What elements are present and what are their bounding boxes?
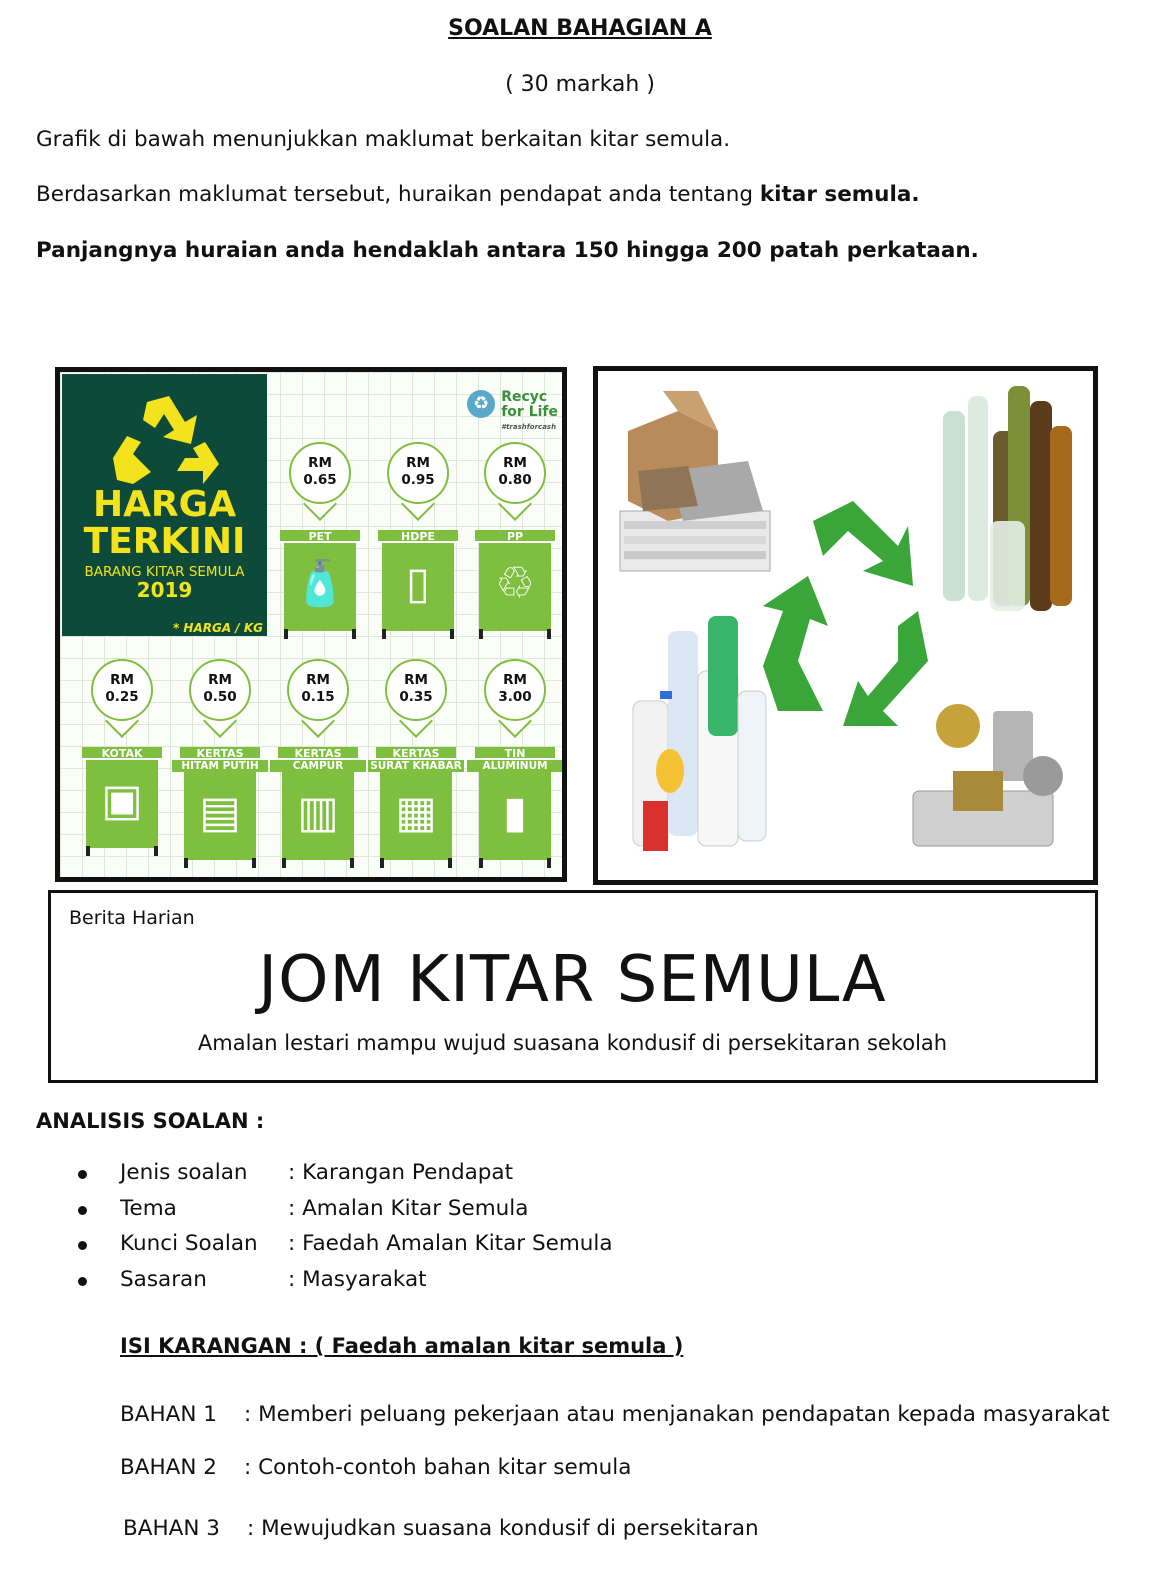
bin-body xyxy=(282,772,354,860)
price-tag: RM 0.65 xyxy=(289,442,351,504)
plastic-bottles-icon xyxy=(633,616,766,851)
can-icon: ▮ xyxy=(502,787,528,838)
cardboard-paper-icon xyxy=(620,391,770,571)
bin-label: KOTAK xyxy=(82,747,162,760)
bin-feet xyxy=(86,846,158,856)
poster-per-kg: * HARGA / KG xyxy=(172,621,263,635)
intro-line-2-bold: kitar semula. xyxy=(759,182,920,207)
bottle-icon: 🧴 xyxy=(292,558,348,609)
bin-label: TIN xyxy=(475,747,555,760)
analysis-key: Jenis soalan xyxy=(120,1160,248,1185)
price-tag: RM 0.50 xyxy=(189,659,251,721)
bin-body xyxy=(479,543,551,631)
isi-value: : Memberi peluang pekerjaan atau menjanakan pendapatan kepada masyarakat xyxy=(244,1402,1110,1427)
cup-icon: ♲ xyxy=(495,558,535,609)
price-bin-7 xyxy=(370,659,462,860)
bin-sublabel: HITAM PUTIH xyxy=(172,760,268,772)
glass-bottles-icon xyxy=(943,386,1072,611)
bin-feet xyxy=(380,858,452,868)
price-tag: RM 0.25 xyxy=(91,659,153,721)
analysis-value: : Faedah Amalan Kitar Semula xyxy=(288,1231,613,1256)
bin-label: KERTAS xyxy=(278,747,358,760)
bullet-icon xyxy=(78,1241,87,1250)
analysis-value: : Karangan Pendapat xyxy=(288,1160,514,1185)
price-tag: RM 0.95 xyxy=(387,442,449,504)
poster-year: 2019 xyxy=(136,578,193,602)
bin-sublabel: CAMPUR xyxy=(270,760,366,772)
bullet-icon xyxy=(78,1206,87,1215)
recycling-collage-illustration xyxy=(598,371,1093,880)
news-headline-box xyxy=(48,890,1098,1083)
newspaper-icon: ▦ xyxy=(395,787,437,838)
isi-key: BAHAN 1 xyxy=(120,1402,217,1427)
brand-line-2: for Life xyxy=(501,404,558,420)
bin-sublabel: ALUMINUM xyxy=(467,760,563,772)
bin-feet xyxy=(382,629,454,639)
page-title: SOALAN BAHAGIAN A xyxy=(448,16,712,41)
isi-key: BAHAN 2 xyxy=(120,1455,217,1480)
brand-line-1: Recyc xyxy=(501,389,548,405)
price-bin-3 xyxy=(475,442,555,631)
bin-feet xyxy=(284,629,356,639)
price-bin-2 xyxy=(378,442,458,631)
bin-body xyxy=(284,543,356,631)
bin-label: PP xyxy=(475,530,555,543)
brand-logo xyxy=(473,389,558,435)
analysis-heading: ANALISIS SOALAN : xyxy=(36,1109,265,1133)
news-source: Berita Harian xyxy=(69,907,195,929)
price-tag: RM 0.80 xyxy=(484,442,546,504)
box-icon: ▣ xyxy=(101,775,143,826)
intro-line-2 xyxy=(36,182,920,207)
isi-value: : Contoh-contoh bahan kitar semula xyxy=(244,1455,632,1480)
poster-headline-1: HARGA xyxy=(92,484,237,525)
recycle-arrows-icon xyxy=(763,501,928,726)
bin-body xyxy=(380,772,452,860)
isi-value: : Mewujudkan suasana kondusif di persekitaran xyxy=(247,1516,759,1541)
bin-body xyxy=(86,760,158,848)
analysis-value: : Amalan Kitar Semula xyxy=(288,1195,529,1221)
price-bin-4 xyxy=(82,659,162,848)
bin-sublabel: SURAT KHABAR xyxy=(368,760,464,772)
price-bin-1 xyxy=(280,442,360,631)
intro-line-3: Panjangnya huraian anda hendaklah antara 150 hingga 200 patah perkataan. xyxy=(36,238,979,263)
news-dek: Amalan lestari mampu wujud suasana kondusif di persekitaran sekolah xyxy=(197,1031,948,1055)
intro-line-2-text: Berdasarkan maklumat tersebut, huraikan pendapat anda tentang xyxy=(36,182,760,207)
isi-key: BAHAN 3 xyxy=(123,1516,220,1541)
price-tag: RM 0.15 xyxy=(287,659,349,721)
analysis-value: : Masyarakat xyxy=(288,1266,427,1292)
isi-heading: ISI KARANGAN : ( Faedah amalan kitar semula ) xyxy=(120,1334,684,1358)
price-bin-6 xyxy=(278,659,358,860)
brand-tag: #trashforcash xyxy=(501,423,557,431)
bin-label: PET xyxy=(280,530,360,543)
bin-feet xyxy=(282,858,354,868)
jug-icon: ▯ xyxy=(405,558,431,609)
price-bin-8 xyxy=(475,659,555,860)
analysis-key: Sasaran xyxy=(120,1266,207,1292)
poster-subtitle: BARANG KITAR SEMULA xyxy=(84,564,245,580)
price-bin-5 xyxy=(180,659,260,860)
recycling-photo xyxy=(593,366,1098,885)
bin-label: KERTAS xyxy=(180,747,260,760)
recycle-logo-icon xyxy=(107,392,222,487)
price-poster xyxy=(55,367,567,882)
bin-feet xyxy=(479,858,551,868)
bullet-icon xyxy=(78,1277,87,1286)
globe-icon: ♻ xyxy=(467,390,495,418)
bin-label: HDPE xyxy=(378,530,458,543)
price-tag: RM 0.35 xyxy=(385,659,447,721)
mixed-paper-icon: ▥ xyxy=(297,787,339,838)
price-tag: RM 3.00 xyxy=(484,659,546,721)
bin-body xyxy=(479,772,551,860)
analysis-key: Tema xyxy=(120,1195,177,1221)
bullet-icon xyxy=(78,1170,87,1179)
paper-stack-icon: ▤ xyxy=(199,787,241,838)
bin-feet xyxy=(479,629,551,639)
intro-line-1: Grafik di bawah menunjukkan maklumat berkaitan kitar semula. xyxy=(36,127,731,152)
marks-label: ( 30 markah ) xyxy=(505,72,655,97)
tin-cans-icon xyxy=(913,704,1063,846)
bin-feet xyxy=(184,858,256,868)
poster-headline-2: TERKINI xyxy=(83,521,246,562)
bin-body xyxy=(382,543,454,631)
news-headline: JOM KITAR SEMULA xyxy=(258,943,887,1017)
bin-body xyxy=(184,772,256,860)
analysis-key: Kunci Soalan xyxy=(120,1231,258,1256)
bin-label: KERTAS xyxy=(376,747,456,760)
poster-title-panel xyxy=(62,374,267,636)
poster-headline xyxy=(62,486,267,560)
